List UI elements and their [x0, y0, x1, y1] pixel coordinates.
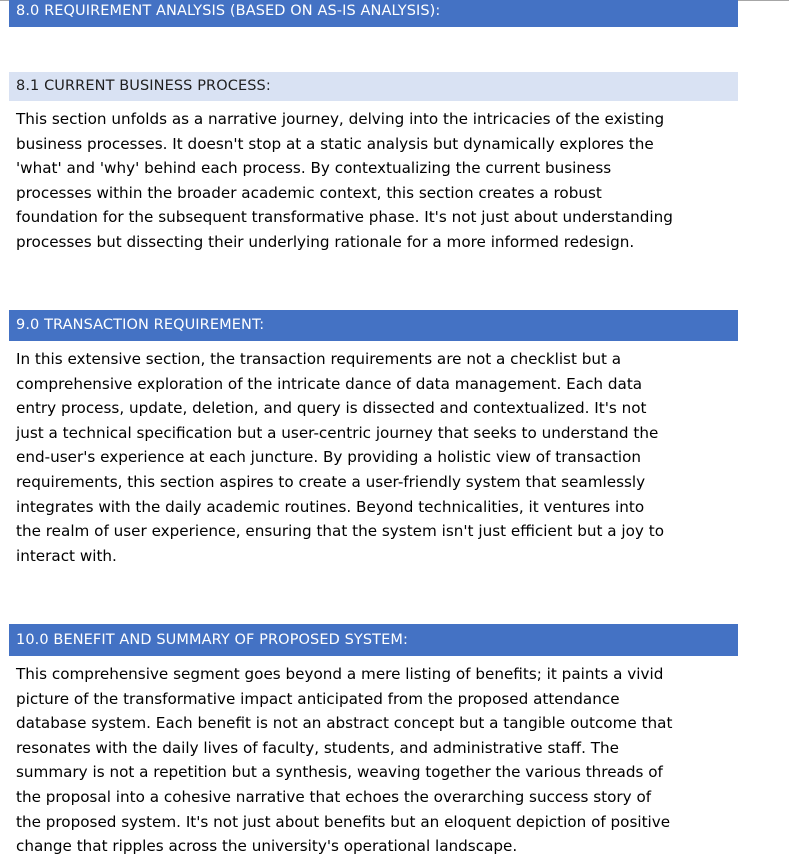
section-heading-8-1: 8.1 CURRENT BUSINESS PROCESS: [9, 72, 738, 101]
paragraph-line: comprehensive exploration of the intricate dance of data management. Each data [16, 374, 643, 393]
paragraph-line: the realm of user experience, ensuring that the system isn't just efficient but a joy to [16, 522, 664, 541]
paragraph-line: This section unfolds as a narrative journey, delving into the intricacies of the existing [16, 110, 665, 128]
paragraph-line: interact with. [16, 546, 117, 565]
paragraph-benefit-summary [16, 662, 736, 859]
paragraph-line: integrates with the daily academic routines. Beyond technicalities, it ventures into [16, 497, 645, 516]
paragraph-line: This comprehensive segment goes beyond a mere listing of benefits; it paints a vivid [16, 665, 664, 683]
paragraph-line: processes within the broader academic context, this section creates a robust [16, 183, 602, 202]
section-heading-10-0: 10.0 BENEFIT AND SUMMARY OF PROPOSED SYSTEM: [9, 624, 738, 656]
paragraph-line: end-user's experience at each juncture. By providing a holistic view of transaction [16, 448, 642, 467]
paragraph-line: just a technical specification but a user-centric journey that seeks to understand the [16, 423, 659, 442]
section-heading-9-0: 9.0 TRANSACTION REQUIREMENT: [9, 310, 738, 341]
section-heading-8-0: 8.0 REQUIREMENT ANALYSIS (BASED ON AS-IS ANALYSIS): [9, 0, 738, 27]
paragraph-line: business processes. It doesn't stop at a static analysis but dynamically explores the [16, 134, 654, 153]
paragraph-line: summary is not a repetition but a synthesis, weaving together the various threads of [16, 763, 663, 782]
paragraph-line: In this extensive section, the transaction requirements are not a checklist but a [16, 350, 622, 368]
paragraph-line: requirements, this section aspires to create a user-friendly system that seamlessly [16, 472, 646, 491]
paragraph-line: picture of the transformative impact anticipated from the proposed attendance [16, 689, 620, 708]
paragraph-line: resonates with the daily lives of faculty, students, and administrative staff. The [16, 738, 619, 757]
paragraph-line: the proposed system. It's not just about benefits but an eloquent depiction of positive [16, 812, 671, 831]
paragraph-line: the proposal into a cohesive narrative that echoes the overarching success story of [16, 787, 652, 806]
paragraph-transaction-requirement [16, 347, 736, 568]
paragraph-line: database system. Each benefit is not an abstract concept but a tangible outcome that [16, 714, 673, 733]
paragraph-line: entry process, update, deletion, and query is dissected and contextualized. It's not [16, 399, 647, 418]
paragraph-line: 'what' and 'why' behind each process. By contextualizing the current business [16, 159, 612, 178]
paragraph-current-business-process [16, 107, 736, 255]
paragraph-line: change that ripples across the university's operational landscape. [16, 837, 518, 856]
paragraph-line: processes but dissecting their underlying rationale for a more informed redesign. [16, 232, 635, 251]
paragraph-line: foundation for the subsequent transformative phase. It's not just about understanding [16, 208, 673, 227]
